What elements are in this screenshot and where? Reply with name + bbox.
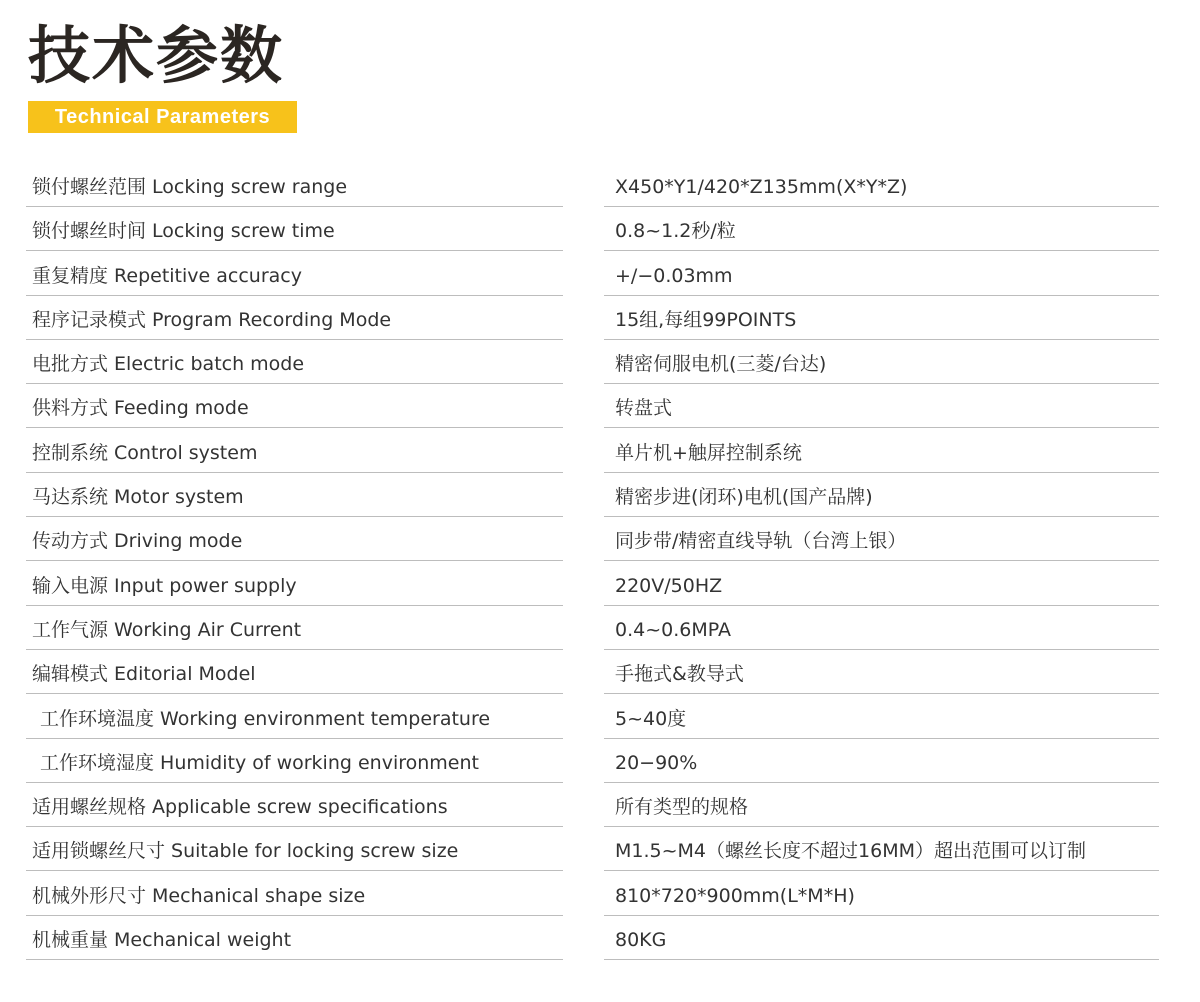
param-value: 所有类型的规格 [604, 784, 1159, 827]
parameters-table [0, 164, 1200, 961]
table-row [0, 208, 1200, 252]
table-row [0, 341, 1200, 385]
table-row [0, 873, 1200, 917]
table-row [0, 563, 1200, 607]
param-name: 适用锁螺丝尺寸 Suitable for locking screw size [26, 828, 563, 871]
param-value: 精密步进(闭环)电机(国产品牌) [604, 474, 1159, 517]
table-row [0, 784, 1200, 828]
param-value: 5~40度 [604, 696, 1159, 739]
table-row [0, 607, 1200, 651]
param-name: 电批方式 Electric batch mode [26, 341, 563, 384]
table-row [0, 518, 1200, 562]
param-value: 单片机+触屏控制系统 [604, 430, 1159, 473]
page-title: 技术参数 [28, 19, 285, 92]
table-row [0, 828, 1200, 872]
param-value: 精密伺服电机(三菱/台达) [604, 341, 1159, 384]
param-name: 适用螺丝规格 Applicable screw specifications [26, 784, 563, 827]
param-name: 重复精度 Repetitive accuracy [26, 253, 563, 296]
param-name: 输入电源 Input power supply [26, 563, 563, 606]
param-name: 控制系统 Control system [26, 430, 563, 473]
param-value: X450*Y1/420*Z135mm(X*Y*Z) [604, 164, 1159, 207]
param-name: 锁付螺丝范围 Locking screw range [26, 164, 563, 207]
param-name: 编辑模式 Editorial Model [26, 651, 563, 694]
param-value: 810*720*900mm(L*M*H) [604, 873, 1159, 916]
table-row [0, 740, 1200, 784]
table-row [0, 917, 1200, 961]
table-row [0, 651, 1200, 695]
param-value: M1.5~M4（螺丝长度不超过16MM）超出范围可以订制 [604, 828, 1159, 871]
subtitle-badge: Technical Parameters [28, 101, 297, 133]
param-name: 供料方式 Feeding mode [26, 385, 563, 428]
param-name: 程序记录模式 Program Recording Mode [26, 297, 563, 340]
table-row [0, 253, 1200, 297]
table-row [0, 385, 1200, 429]
table-row [0, 297, 1200, 341]
param-name: 机械重量 Mechanical weight [26, 917, 563, 960]
param-name: 机械外形尺寸 Mechanical shape size [26, 873, 563, 916]
param-name: 工作环境温度 Working environment temperature [26, 696, 563, 739]
param-name: 工作环境湿度 Humidity of working environment [26, 740, 563, 783]
param-value: 0.8~1.2秒/粒 [604, 208, 1159, 251]
param-value: 0.4~0.6MPA [604, 607, 1159, 650]
param-value: 80KG [604, 917, 1159, 960]
param-value: 220V/50HZ [604, 563, 1159, 606]
param-name: 锁付螺丝时间 Locking screw time [26, 208, 563, 251]
table-row [0, 696, 1200, 740]
param-name: 传动方式 Driving mode [26, 518, 563, 561]
table-row [0, 164, 1200, 208]
param-value: 手拖式&教导式 [604, 651, 1159, 694]
param-value: 同步带/精密直线导轨（台湾上银） [604, 518, 1159, 561]
table-row [0, 474, 1200, 518]
param-name: 工作气源 Working Air Current [26, 607, 563, 650]
param-value: 转盘式 [604, 385, 1159, 428]
param-name: 马达系统 Motor system [26, 474, 563, 517]
param-value: +/−0.03mm [604, 253, 1159, 296]
param-value: 20−90% [604, 740, 1159, 783]
table-row [0, 430, 1200, 474]
param-value: 15组,每组99POINTS [604, 297, 1159, 340]
